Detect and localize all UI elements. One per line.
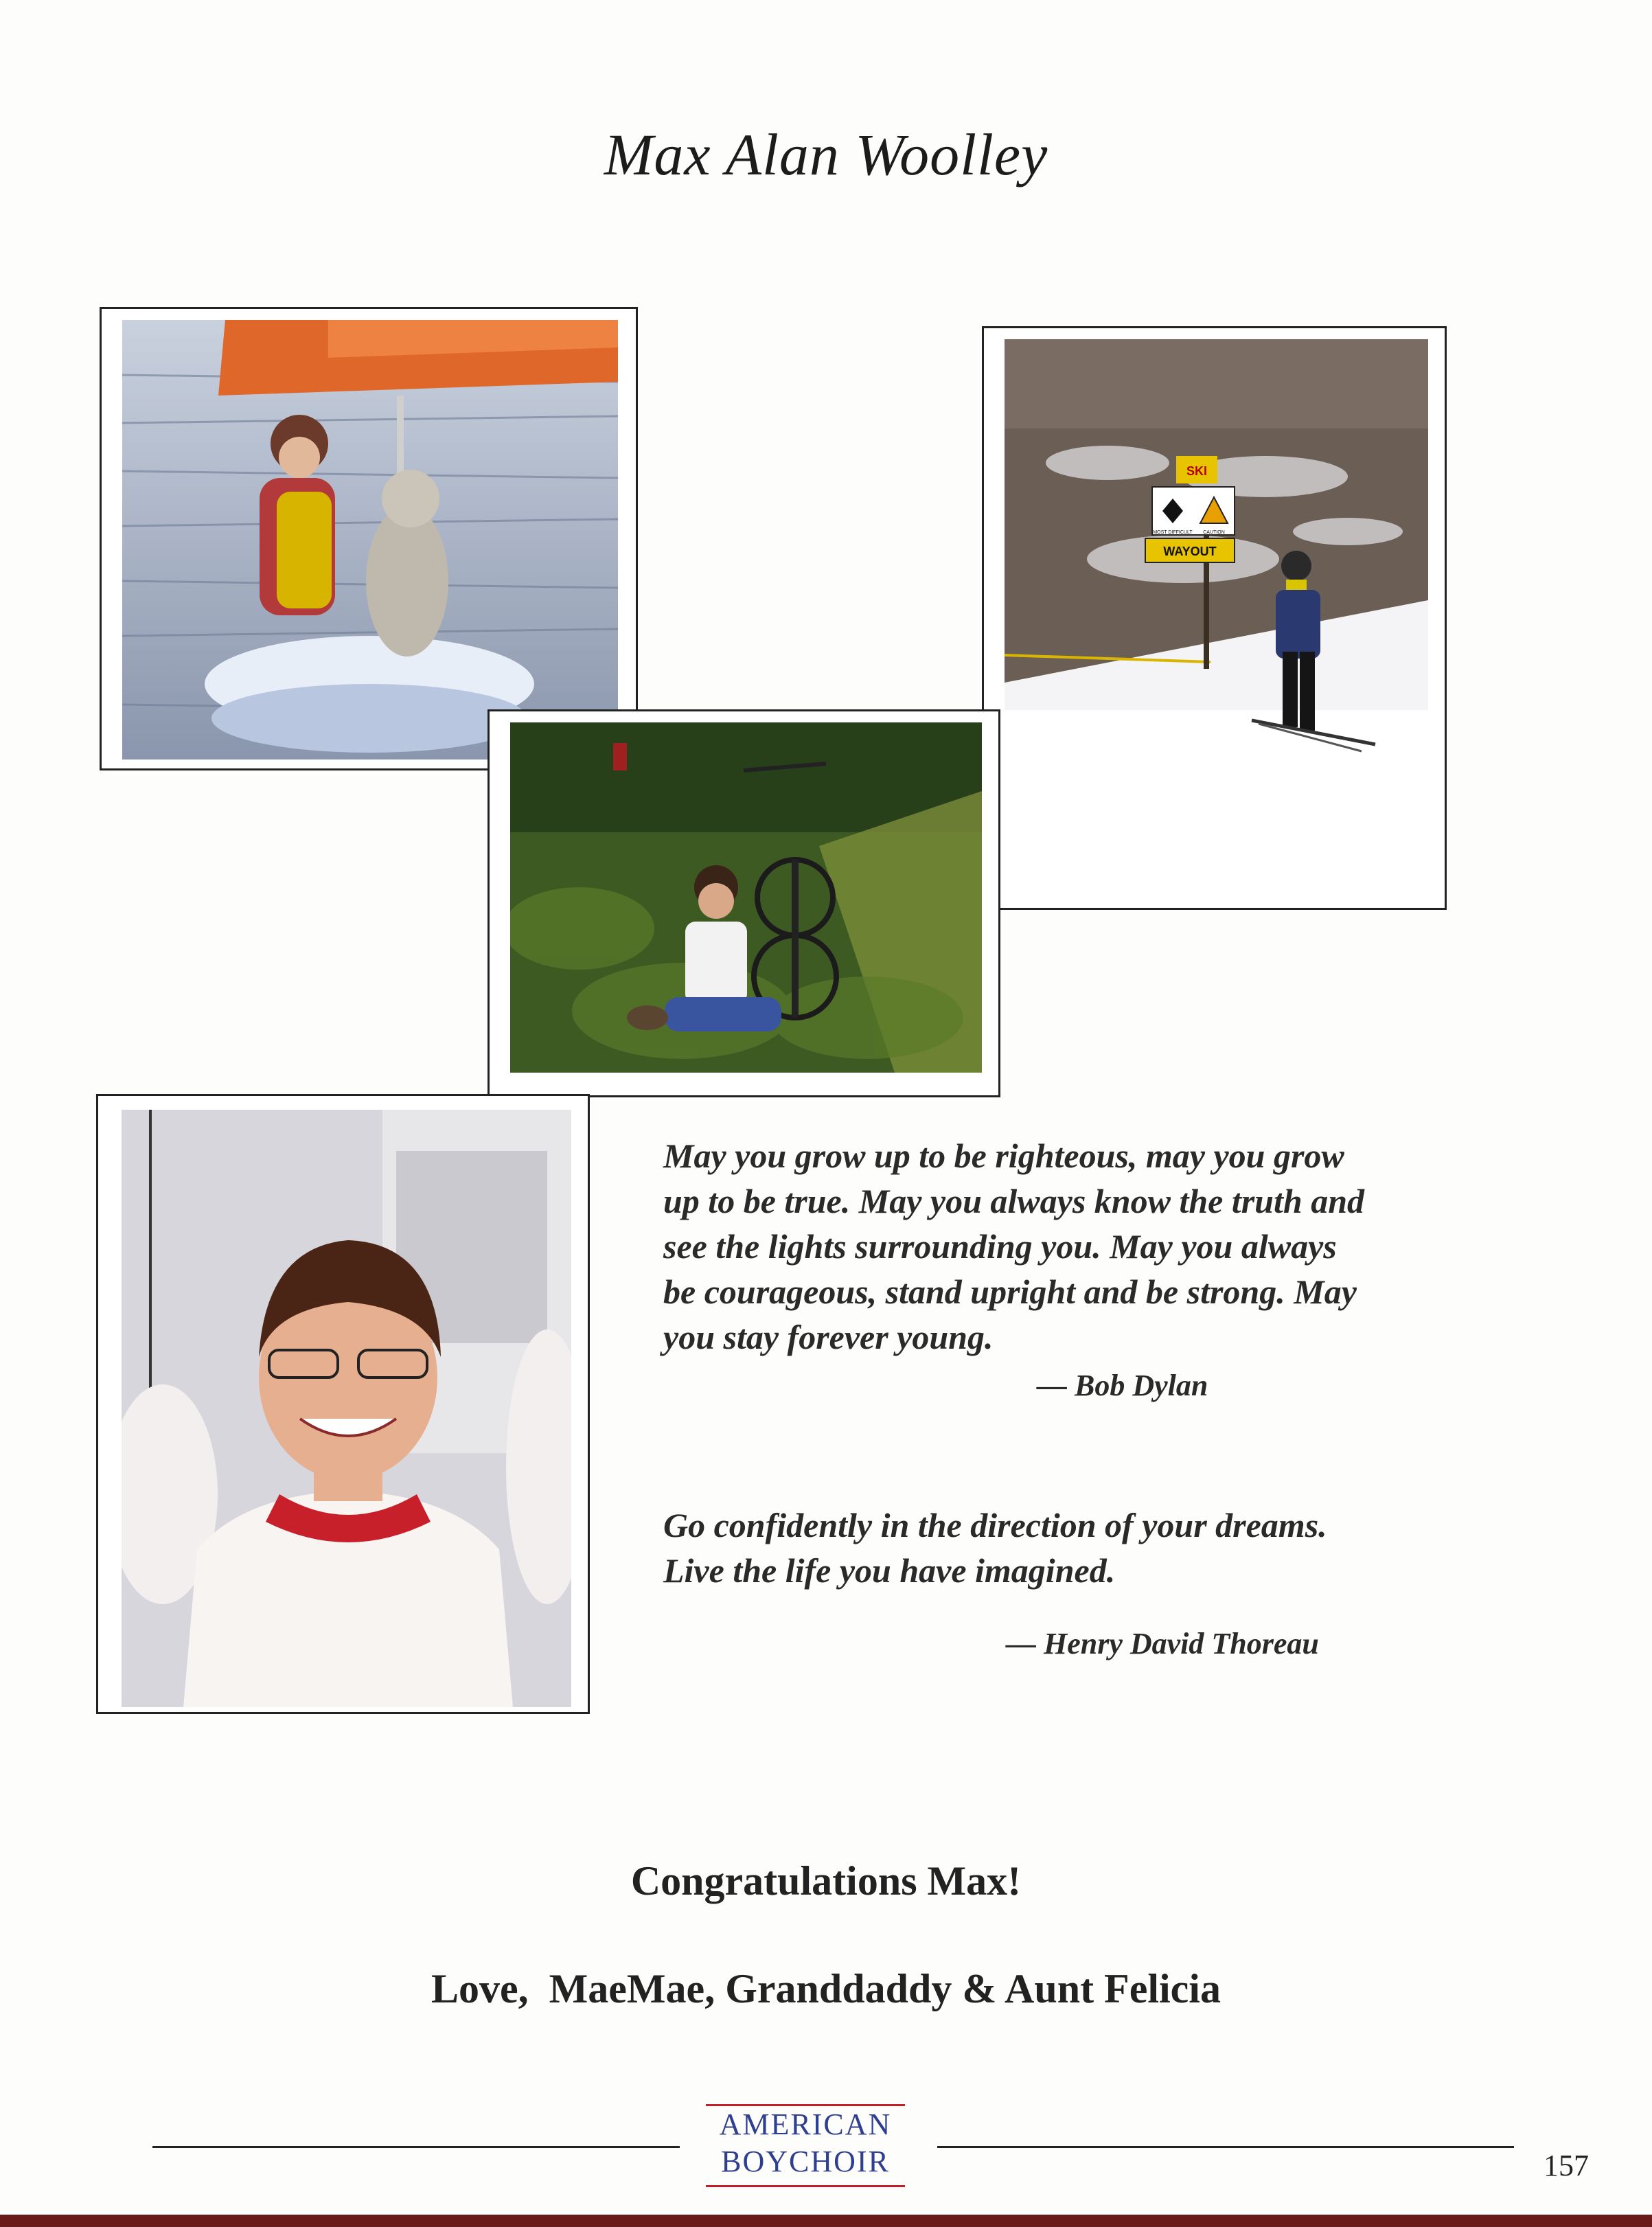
quote-line: you stay forever young. — [663, 1318, 994, 1356]
svg-text:WAYOUT: WAYOUT — [1163, 545, 1217, 558]
page-number: 157 — [1544, 2149, 1589, 2182]
love-signature: Love, MaeMae, Granddaddy & Aunt Felicia — [431, 1966, 1221, 2011]
american-boychoir-logo — [706, 2103, 905, 2191]
dylan-attribution: — Bob Dylan — [1037, 1369, 1208, 1402]
svg-text:MOST DIFFICULT: MOST DIFFICULT — [1153, 530, 1193, 535]
dylan-quote — [663, 1133, 1364, 1360]
footer-rule-right — [937, 2146, 1514, 2148]
quote-line: Go confidently in the direction of your dreams. — [663, 1506, 1327, 1544]
quote-line: see the lights surrounding you. May you always — [663, 1227, 1337, 1266]
bike-photo — [487, 709, 1000, 1097]
choir-photo — [96, 1094, 590, 1714]
footer-rule-left — [152, 2146, 680, 2148]
logo-line-1: AMERICAN — [719, 2108, 892, 2141]
svg-text:CAUTION: CAUTION — [1203, 530, 1225, 535]
thoreau-quote — [663, 1503, 1327, 1593]
logo-line-2: BOYCHOIR — [721, 2145, 890, 2178]
quote-line: be courageous, stand upright and be strong. May — [663, 1272, 1357, 1311]
ski-photo — [982, 326, 1447, 910]
quote-line: May you grow up to be righteous, may you grow — [663, 1137, 1344, 1175]
quote-line: up to be true. May you always know the truth and — [663, 1182, 1364, 1220]
page-title: Max Alan Woolley — [604, 122, 1048, 187]
congratulations-text: Congratulations Max! — [630, 1858, 1022, 1904]
quote-line: Live the life you have imagined. — [663, 1551, 1116, 1590]
thoreau-attribution: — Henry David Thoreau — [1006, 1627, 1319, 1660]
svg-text:SKI: SKI — [1186, 464, 1208, 478]
sailboat-photo — [100, 307, 638, 770]
bottom-edge-band — [0, 2215, 1652, 2227]
